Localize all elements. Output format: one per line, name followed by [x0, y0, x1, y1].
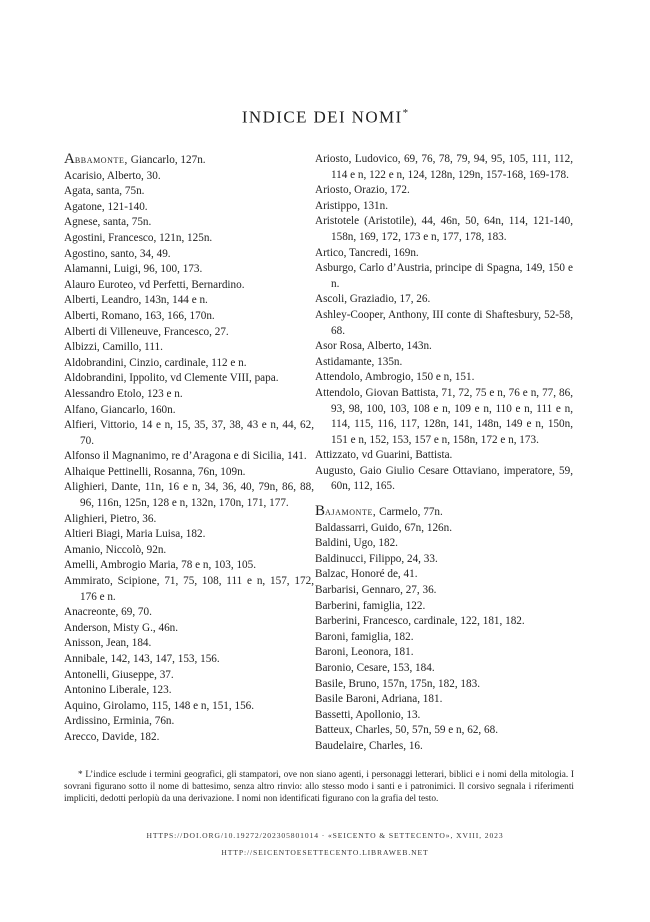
- entry-lead-smallcaps: ajamonte,: [325, 506, 377, 519]
- index-entry: Altieri Biagi, Maria Luisa, 182.: [64, 528, 206, 541]
- letter-initial: B: [315, 503, 326, 520]
- footnote: * L’indice esclude i termini geografici, gli stampatori, ove non siano agenti, i personaggi letterari, biblici e i nomi della mitologia. I sovrani figurano sotto il nome di battesimo, senza altro rinvio: allo stesso modo i santi e i patronimici. Il corsivo segnala i riferimenti impliciti, dedotti perlopiù da una derivazione. I nomi non identificati figurano con la grafia del testo.: [64, 770, 574, 805]
- entry-text: Carmelo, 77n.: [376, 506, 443, 519]
- index-entry: Basile, Bruno, 157n, 175n, 182, 183.: [315, 677, 481, 690]
- index-entry: Aldobrandini, Ippolito, vd Clemente VIII, papa.: [64, 372, 279, 385]
- index-entry: Basile Baroni, Adriana, 181.: [315, 693, 443, 706]
- index-entry: Ardissino, Erminia, 76n.: [64, 715, 175, 728]
- letter-initial: A: [64, 151, 75, 167]
- index-entry: Alhaique Pettinelli, Rosanna, 76n, 109n.: [64, 465, 246, 478]
- index-entry: Albizzi, Camillo, 111.: [64, 341, 163, 354]
- entry-lead-smallcaps: bbamonte,: [74, 154, 128, 166]
- index-entry: Alfonso il Magnanimo, re d’Aragona e di Sicilia, 141.: [64, 450, 307, 463]
- title-text: INDICE DEI NOMI: [241, 107, 403, 127]
- index-entry: Attendolo, Giovan Battista, 71, 72, 75 e n, 76 e n, 77, 86, 93, 98, 100, 103, 108 e n, 109 e n, 110 e n, 111 e n, 114, 115, 116, 117, 128n, 141, 148n, 149 e n, 150n, 151 e n, 152, 153, 157 e n, 158n, 172 e n, 173.: [315, 386, 573, 446]
- index-entry: Baudelaire, Charles, 16.: [315, 739, 423, 752]
- index-entry: Anisson, Jean, 184.: [64, 637, 152, 650]
- page-title: [0, 107, 650, 128]
- index-entry: Baronio, Cesare, 153, 184.: [315, 662, 435, 674]
- index-entry: Agata, santa, 75n.: [64, 185, 145, 198]
- index-entry: Attendolo, Ambrogio, 150 e n, 151.: [315, 371, 475, 384]
- index-entry: Agnese, santa, 75n.: [64, 216, 152, 229]
- index-entry: Aldobrandini, Cinzio, cardinale, 112 e n.: [64, 356, 247, 369]
- index-entry: Anderson, Misty G., 46n.: [64, 621, 179, 634]
- index-entry: Agatone, 121-140.: [64, 200, 148, 213]
- index-entry: Aquino, Girolamo, 115, 148 e n, 151, 156.: [64, 699, 255, 712]
- index-entry: Balzac, Honoré de, 41.: [315, 568, 418, 581]
- index-entry: Alberti, Romano, 163, 166, 170n.: [64, 309, 215, 322]
- index-entry: Barbarisi, Gennaro, 27, 36.: [315, 584, 437, 597]
- index-entry: Annibale, 142, 143, 147, 153, 156.: [64, 653, 220, 665]
- index-entry: Baldini, Ugo, 182.: [315, 537, 398, 550]
- index-entry: Baroni, famiglia, 182.: [315, 630, 414, 643]
- index-entry: Amelli, Ambrogio Maria, 78 e n, 103, 105.: [64, 559, 257, 572]
- index-entry: [315, 504, 573, 521]
- index-entry: Alfieri, Vittorio, 14 e n, 15, 35, 37, 38, 43 e n, 44, 62, 70.: [64, 419, 314, 447]
- index-entry: Aristotele (Aristotile), 44, 46n, 50, 64n, 114, 121-140, 158n, 169, 172, 173 e n, 177, 178, 183.: [315, 215, 573, 243]
- index-entry: Agostini, Francesco, 121n, 125n.: [64, 231, 213, 244]
- index-entry: Alberti di Villeneuve, Francesco, 27.: [64, 325, 229, 338]
- index-entry: Astidamante, 135n.: [315, 355, 403, 368]
- index-entry: Baldinucci, Filippo, 24, 33.: [315, 552, 438, 565]
- index-entry: Barberini, famiglia, 122.: [315, 599, 426, 612]
- index-column-right: [315, 152, 573, 755]
- index-entry: Asor Rosa, Alberto, 143n.: [315, 340, 432, 353]
- index-entry: Asburgo, Carlo d’Austria, principe di Spagna, 149, 150 e n.: [315, 262, 573, 290]
- index-entry: Ariosto, Orazio, 172.: [315, 184, 410, 197]
- index-entry: Anacreonte, 69, 70.: [64, 606, 152, 619]
- index-entry: Ascoli, Graziadio, 17, 26.: [315, 293, 431, 306]
- index-entry: Artico, Tancredi, 169n.: [315, 246, 419, 259]
- title-footnote-mark: *: [402, 107, 409, 119]
- index-entry: Antonelli, Giuseppe, 37.: [64, 668, 174, 681]
- index-entry: Ammirato, Scipione, 71, 75, 108, 111 e n, 157, 172, 176 e n.: [64, 575, 314, 603]
- index-entry: Barberini, Francesco, cardinale, 122, 181, 182.: [315, 615, 525, 628]
- index-entry: Antonino Liberale, 123.: [64, 684, 172, 697]
- index-column-left: [64, 152, 314, 746]
- index-entry: Acarisio, Alberto, 30.: [64, 169, 161, 182]
- footer-url: HTTP://SEICENTOESETTECENTO.LIBRAWEB.NET: [221, 848, 429, 857]
- index-entry: Arecco, Davide, 182.: [64, 730, 160, 743]
- index-entry: Baroni, Leonora, 181.: [315, 646, 414, 659]
- index-entry: Batteux, Charles, 50, 57n, 59 e n, 62, 68.: [315, 724, 499, 737]
- index-entry: Baldassarri, Guido, 67n, 126n.: [315, 521, 453, 534]
- index-entry: Alfano, Giancarlo, 160n.: [64, 403, 176, 416]
- entry-text: Giancarlo, 127n.: [127, 154, 206, 166]
- index-entry: Alighieri, Dante, 11n, 16 e n, 34, 36, 40, 79n, 86, 88, 96, 116n, 125n, 128 e n, 132n, 170n, 171, 177.: [64, 481, 314, 510]
- index-entry: Alauro Euroteo, vd Perfetti, Bernardino.: [64, 278, 245, 291]
- index-entry: Attizzato, vd Guarini, Battista.: [315, 449, 453, 462]
- index-entry: Aristippo, 131n.: [315, 199, 389, 212]
- index-entry: Alighieri, Pietro, 36.: [64, 512, 157, 525]
- index-entry: Augusto, Gaio Giulio Cesare Ottaviano, imperatore, 59, 60n, 112, 165.: [315, 464, 573, 493]
- index-entry: Alberti, Leandro, 143n, 144 e n.: [64, 294, 208, 307]
- index-entry: Agostino, santo, 34, 49.: [64, 247, 171, 260]
- index-entry: Ariosto, Ludovico, 69, 76, 78, 79, 94, 95, 105, 111, 112, 114 e n, 122 e n, 124, 128n, 129n, 157-168, 169-178.: [315, 153, 573, 181]
- index-entry: Amanio, Niccolò, 92n.: [64, 543, 167, 556]
- index-entry: Ashley-Cooper, Anthony, III conte di Shaftesbury, 52-58, 68.: [315, 308, 573, 337]
- index-entry: Alessandro Etolo, 123 e n.: [64, 387, 183, 400]
- index-entry: Bassetti, Apollonio, 13.: [315, 708, 421, 721]
- footer-doi: HTTPS://DOI.ORG/10.19272/202305801014 · «SEICENTO & SETTECENTO», XVIII, 2023: [146, 831, 504, 840]
- index-entry: [64, 152, 314, 169]
- index-entry: Alamanni, Luigi, 96, 100, 173.: [64, 263, 203, 276]
